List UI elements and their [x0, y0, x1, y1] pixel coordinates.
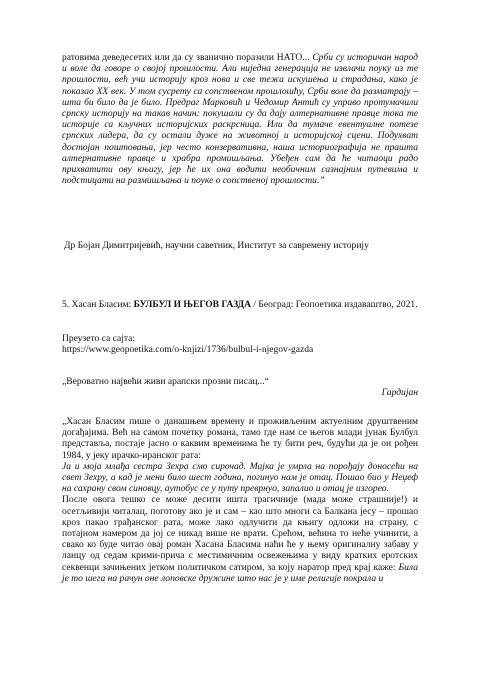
- review-italic-passage: Ја и моја млађа сестра Зехра смо сирочад. Мајка је умрла на порођају доносећи на свет Зехру, а кад је мени било шест година, погинуо нам је отац. Пошао био у Неџеф на сахрану свом синовцу, аутобус се у путу преврнуо, запалио и отац је изгорео.: [62, 460, 418, 495]
- review-continuation: [62, 494, 418, 584]
- source-block: [62, 333, 418, 355]
- signature-line: [62, 240, 420, 251]
- source-url: https://www.geopoetika.com/o-knjizi/1736/bulbul-i-njegov-gazda: [62, 344, 314, 356]
- review-block: [62, 416, 418, 584]
- signature-text: Др Бојан Димитријевић, научни саветник, Институт за савремену историју: [64, 240, 369, 251]
- review-quote-lead: ратовима деведесетих или да су званично поразили НАТО...: [62, 52, 313, 63]
- review-quote-block: [62, 52, 418, 186]
- review-continuation-text: После овога тешко се може десити ишта трагичније (мада може страшније!) и осетљивији читалац, поготову ако је и сам – као што многи са Балкана јесу – прошао кроз пакао грађанског рата, може лако одлучити да књигу одложи на страну, с потајном намером да јој се никад више не врати. Срећом, већина то неће учинити, а свако ко буде читао овај роман Хасана Бласима наћи ће у њему оригиналну забаву у ланцу од седам крими-прича с местимичним освежењима у виду кратких еротских секвенци зачињених јетком политичком сатиром, за коју наратор пред крај каже:: [62, 494, 418, 573]
- review-intro: „Хасан Бласим пише о данашњем времену и проживљеним актуелним друштвеним догађајима. Већ на самом почетку романа, тамо где нам се његов млади јунак Булбул представља, постаје јасно о каквим временима ће ту бити реч, будући да је он рођен 1984, у јеку ирачко-иранског рата:: [62, 416, 418, 461]
- book-citation: [62, 299, 418, 310]
- short-quote-block: [62, 376, 418, 398]
- book-number-author: 5. Хасан Бласим:: [62, 299, 134, 310]
- book-publisher: / Београд: Геопоетика издаваштво, 2021.: [251, 299, 418, 310]
- book-entry: [62, 299, 418, 310]
- short-quote-text: „Вероватно највећи живи арапски прозни писац...“: [62, 376, 269, 387]
- source-label: Преузето са сајта:: [62, 333, 136, 344]
- book-title: БУЛБУЛ И ЊЕГОВ ГАЗДА: [133, 299, 251, 310]
- review-quote-paragraph: [62, 52, 418, 186]
- short-quote-attribution: Гардијан: [381, 387, 418, 399]
- review-quote-italic: Срби су историчан народ и воле да говоре о својој прошлости. Али ниједна генерација не извлачи поуку из те прошлости, већ учи историју кроз нова и све тежа искушења и страдања, како је показао XX век. У том сусрету са сопственом прошлошћу, Срби воле да разматрају – шта би било да је било. Предраг Марковић и Чедомир Антић су управо протумачили српску историју на такав начин: покушали су да дају алтернативне правце тока те историје са кључних историјских раскрсница. Или да тумаче евентуалне потезе српских лидера, да су остали дуже на животној и историјској сцени. Подухват достојан поштовања, јер често конзервативна, наша историографија не прашта алтернативне правце и храбра промишљања. Убеђен сам да ће читаоци радо прихватити ову књигу, јер ће их она водити необичним сазнајним путевима и подстицати на размишљања и поуке о сопственој прошлости.”: [62, 52, 418, 187]
- review-ending-italic: Била је то шега на рачун оне лоповске дружине што нас је у име религије покрала и: [62, 561, 418, 584]
